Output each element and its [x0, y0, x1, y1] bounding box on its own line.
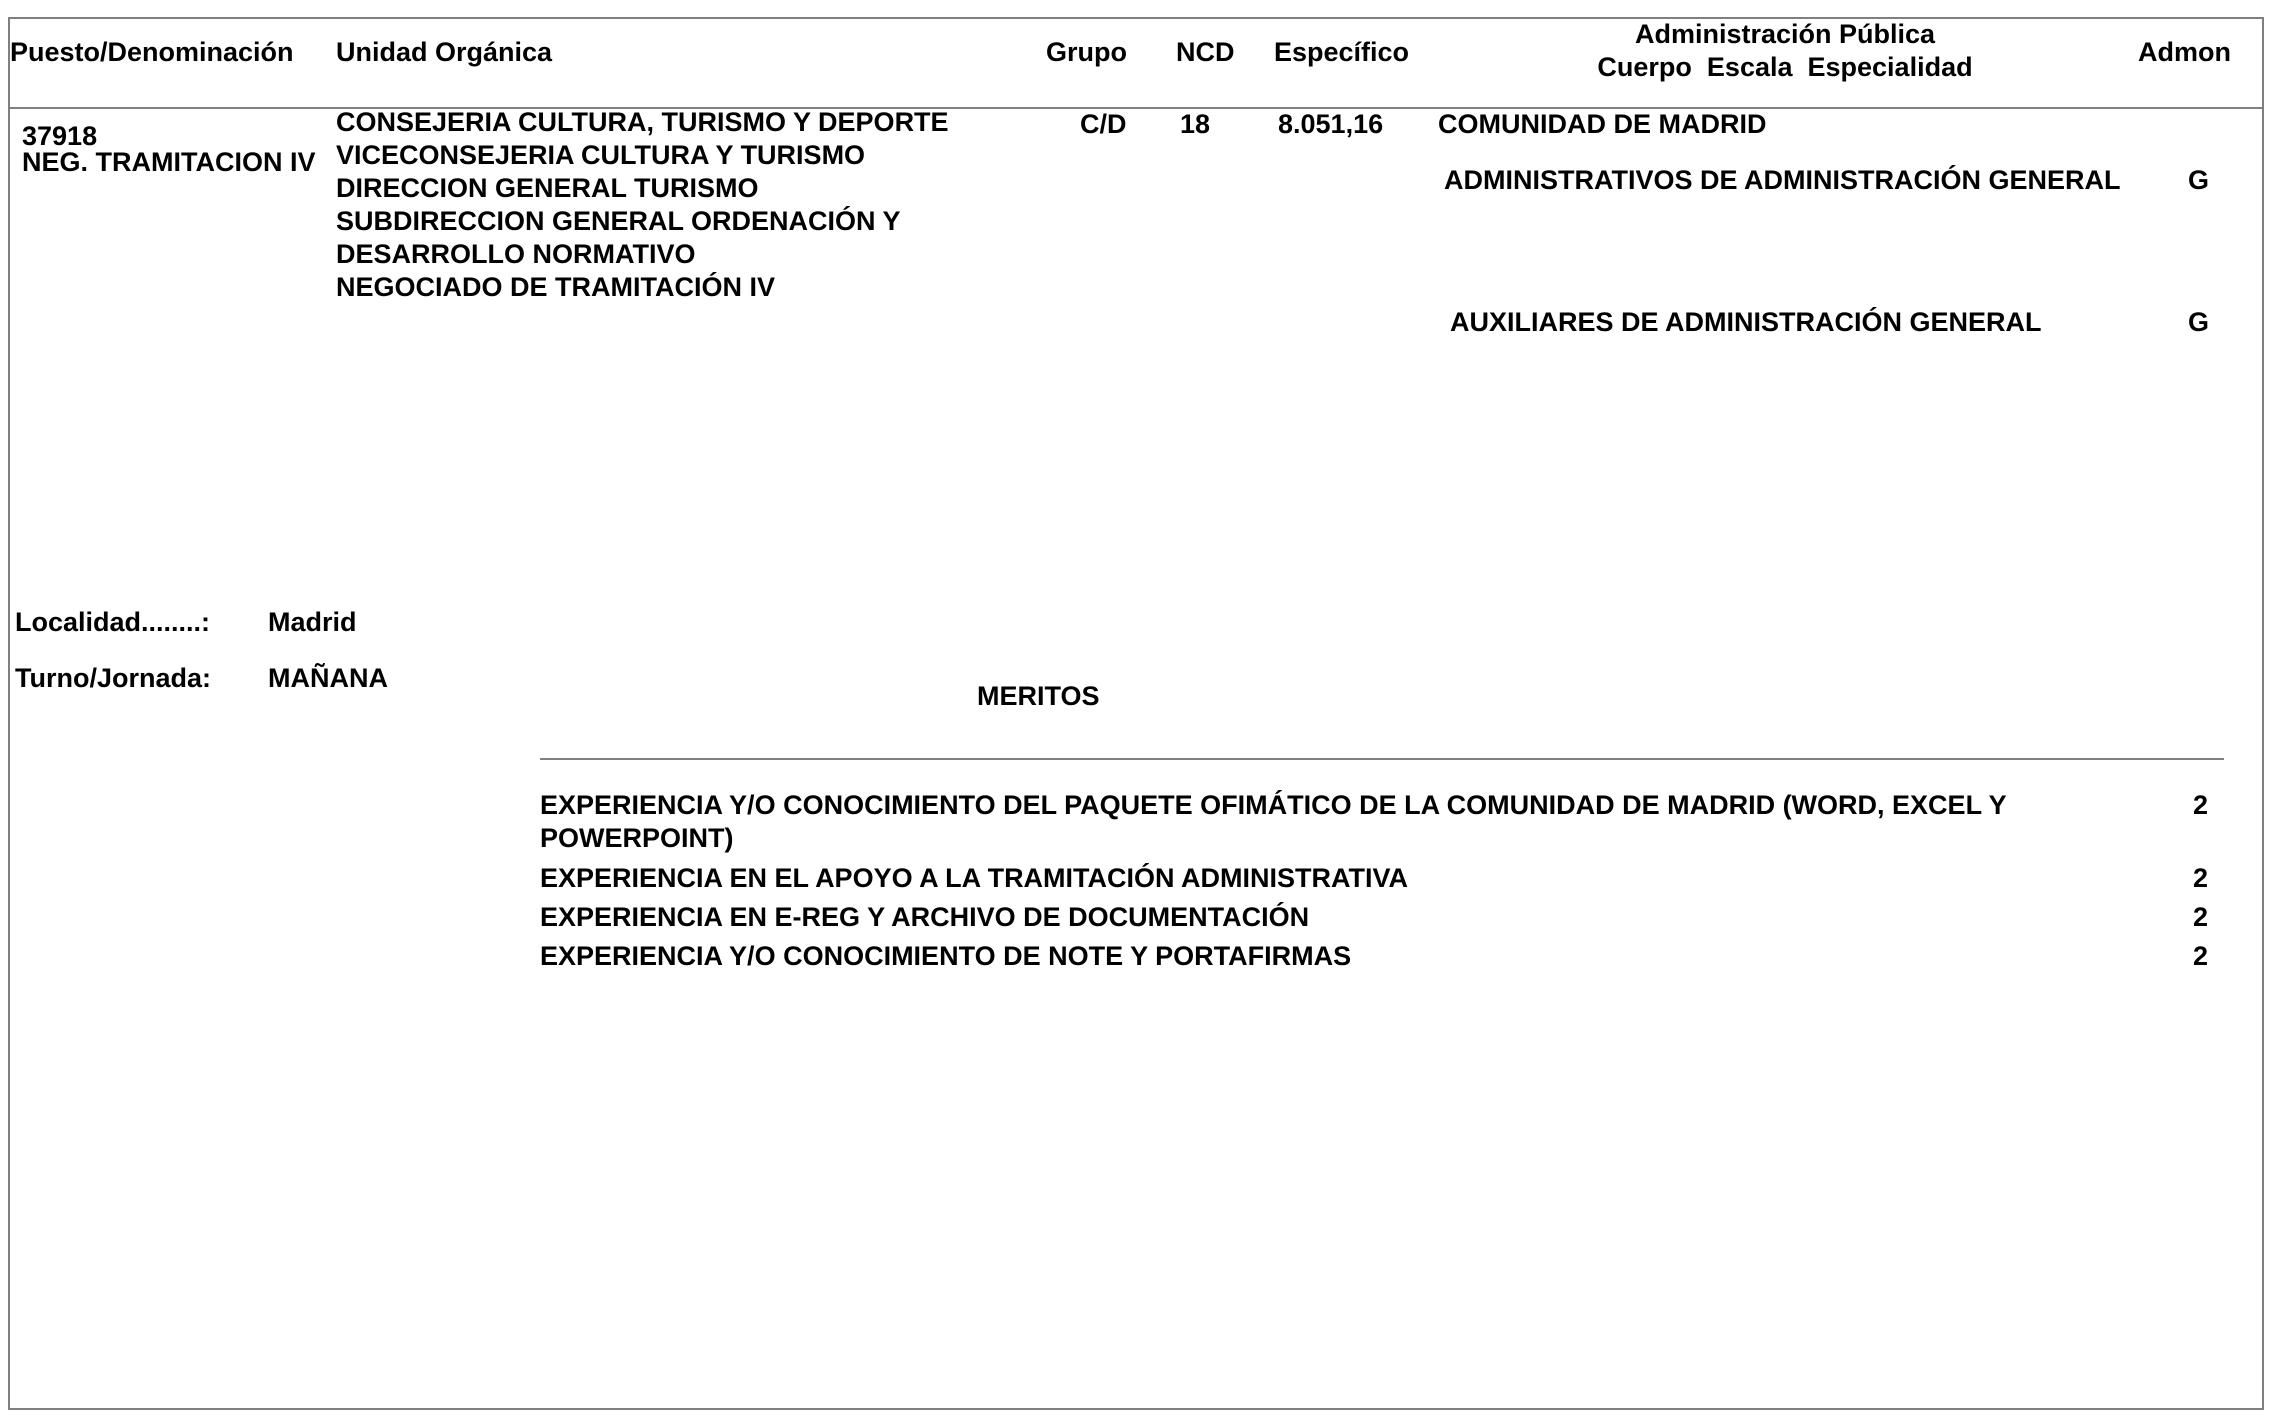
especifico-value: 8.051,16 — [1278, 109, 1384, 139]
merito-points: 2 — [2192, 790, 2208, 820]
unidad-line: NEGOCIADO DE TRAMITACIÓN IV — [336, 272, 776, 302]
header-admin-line2: Cuerpo Escala Especialidad — [1597, 52, 1973, 82]
administracion-value: COMUNIDAD DE MADRID — [1438, 109, 1767, 139]
merito-item — [540, 789, 2224, 855]
merito-text: EXPERIENCIA Y/O CONOCIMIENTO DEL PAQUETE OFIMÁTICO DE LA COMUNIDAD DE MADRID (WORD, EXCEL Y POWERPOINT) — [540, 790, 2007, 853]
merito-points: 2 — [2192, 902, 2208, 932]
merito-text: EXPERIENCIA EN E-REG Y ARCHIVO DE DOCUMENTACIÓN — [540, 902, 1310, 932]
puesto-name: NEG. TRAMITACION IV — [22, 147, 316, 177]
unidad-line: CONSEJERIA CULTURA, TURISMO Y DEPORTE — [336, 107, 949, 137]
cuerpo-admon: G — [2188, 307, 2210, 337]
merito-item — [540, 901, 2224, 934]
turno-value: MAÑANA — [268, 663, 388, 693]
cuerpo-admon: G — [2188, 165, 2210, 195]
unidad-line: DESARROLLO NORMATIVO — [336, 239, 696, 269]
puesto-code: 37918 — [22, 121, 98, 151]
header-puesto: Puesto/Denominación — [10, 37, 294, 67]
meritos-title: MERITOS — [977, 681, 1100, 711]
header-ncd: NCD — [1176, 37, 1235, 67]
merito-item — [540, 940, 2224, 973]
cuerpo-name: AUXILIARES DE ADMINISTRACIÓN GENERAL — [1450, 307, 2042, 337]
merito-points: 2 — [2192, 941, 2208, 971]
localidad-value: Madrid — [268, 607, 357, 637]
merito-text: EXPERIENCIA Y/O CONOCIMIENTO DE NOTE Y PORTAFIRMAS — [540, 941, 1352, 971]
unidad-line: SUBDIRECCION GENERAL ORDENACIÓN Y — [336, 206, 901, 236]
header-admon: Admon — [2138, 37, 2231, 67]
header-especifico: Específico — [1274, 37, 1410, 67]
merito-points: 2 — [2192, 863, 2208, 893]
unidad-organica — [336, 106, 949, 304]
unidad-line: VICECONSEJERIA CULTURA Y TURISMO — [336, 140, 866, 170]
header-grupo: Grupo — [1046, 37, 1127, 67]
ncd-value: 18 — [1180, 109, 1211, 139]
turno-label: Turno/Jornada: — [15, 663, 212, 693]
meritos-divider — [540, 758, 2224, 760]
header-unidad: Unidad Orgánica — [336, 37, 553, 67]
merito-text: EXPERIENCIA EN EL APOYO A LA TRAMITACIÓN ADMINISTRATIVA — [540, 863, 1409, 893]
unidad-line: DIRECCION GENERAL TURISMO — [336, 173, 759, 203]
cuerpo-name: ADMINISTRATIVOS DE ADMINISTRACIÓN GENERAL — [1444, 165, 2121, 195]
header-admin-line1: Administración Pública — [1634, 19, 1936, 49]
grupo-value: C/D — [1080, 109, 1127, 139]
localidad-label: Localidad........: — [15, 607, 211, 637]
merito-item — [540, 862, 2224, 895]
